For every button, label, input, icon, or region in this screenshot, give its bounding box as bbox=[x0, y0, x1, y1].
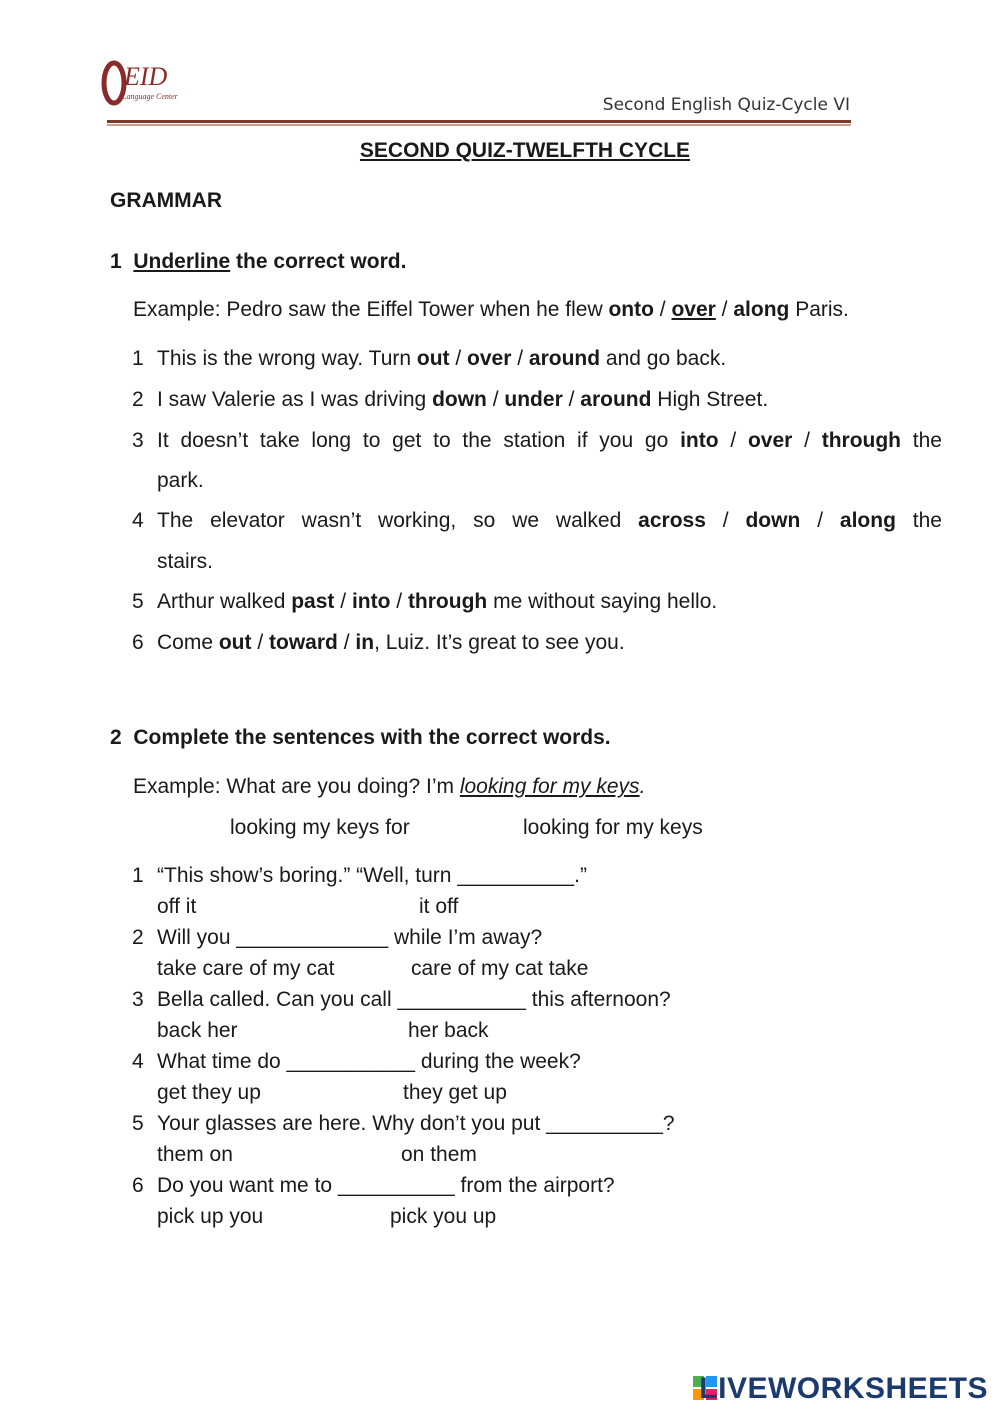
item-continuation: park. bbox=[157, 469, 204, 492]
option-word[interactable]: along bbox=[839, 509, 896, 532]
exercise-2-heading: 2 Complete the sentences with the correct words. bbox=[110, 726, 611, 749]
option-word[interactable]: out bbox=[416, 347, 450, 370]
option-word[interactable]: around bbox=[580, 388, 652, 411]
exercise-1-item: Come out / toward / in, Luiz. It’s great to see you. bbox=[157, 631, 625, 654]
option-word[interactable]: under bbox=[504, 388, 563, 411]
answer-option[interactable]: pick you up bbox=[390, 1205, 497, 1228]
answer-option[interactable]: they get up bbox=[403, 1081, 507, 1104]
item-number: 1 bbox=[132, 347, 144, 370]
exercise-2-example: Example: What are you doing? I’m looking for my keys. bbox=[133, 775, 646, 798]
option-word[interactable]: around bbox=[528, 347, 601, 370]
option-word[interactable]: over bbox=[467, 347, 512, 370]
exercise-1-item: This is the wrong way. Turn out / over / around and go back. bbox=[157, 347, 727, 370]
svg-text:EID: EID bbox=[124, 62, 168, 91]
option-word[interactable]: into bbox=[680, 429, 719, 452]
item-number: 5 bbox=[132, 590, 144, 613]
liveworksheets-logo[interactable]: LIVEWORKSHEETS bbox=[699, 1372, 988, 1405]
section-heading: GRAMMAR bbox=[110, 189, 222, 212]
exercise-1-item: Arthur walked past / into / through me without saying hello. bbox=[157, 590, 718, 613]
page-title: SECOND QUIZ-TWELFTH CYCLE bbox=[359, 139, 691, 162]
item-number: 1 bbox=[132, 864, 144, 887]
fill-in-sentence: “This show’s boring.” “Well, turn __________.” bbox=[157, 864, 587, 887]
item-number: 6 bbox=[132, 1174, 144, 1197]
ceid-logo bbox=[100, 55, 180, 111]
option-word[interactable]: into bbox=[351, 590, 391, 613]
answer-option[interactable]: them on bbox=[157, 1143, 233, 1166]
item-number: 3 bbox=[132, 429, 144, 452]
answer-option[interactable]: on them bbox=[401, 1143, 477, 1166]
answer-option[interactable]: pick up you bbox=[157, 1205, 264, 1228]
option-word[interactable]: toward bbox=[269, 631, 338, 654]
header-rule-light bbox=[107, 124, 851, 126]
item-number: 6 bbox=[132, 631, 144, 654]
option-word[interactable]: over bbox=[747, 429, 793, 452]
item-number: 4 bbox=[132, 1050, 144, 1073]
answer-option[interactable]: take care of my cat bbox=[157, 957, 335, 980]
item-number: 2 bbox=[132, 926, 144, 949]
exercise-1-example: Example: Pedro saw the Eiffel Tower when he flew onto / over / along Paris. bbox=[133, 298, 849, 321]
header-title: Second English Quiz-Cycle VI bbox=[602, 95, 850, 115]
fill-in-sentence: What time do ___________ during the week? bbox=[157, 1050, 581, 1073]
item-continuation: stairs. bbox=[157, 550, 214, 573]
answer-option[interactable]: get they up bbox=[157, 1081, 261, 1104]
fill-in-sentence: Bella called. Can you call ___________ this afternoon? bbox=[157, 988, 671, 1011]
example-option: looking for my keys bbox=[523, 816, 703, 839]
example-option: looking my keys for bbox=[230, 816, 410, 839]
fill-in-sentence: Your glasses are here. Why don’t you put __________? bbox=[157, 1112, 675, 1135]
exercise-1-item: I saw Valerie as I was driving down / under / around High Street. bbox=[157, 388, 769, 411]
answer-option[interactable]: it off bbox=[419, 895, 459, 918]
item-number: 4 bbox=[132, 509, 144, 532]
option-word[interactable]: through bbox=[407, 590, 488, 613]
item-number: 3 bbox=[132, 988, 144, 1011]
option-word[interactable]: across bbox=[638, 509, 706, 532]
answer-option[interactable]: her back bbox=[408, 1019, 489, 1042]
fill-in-sentence: Will you _____________ while I’m away? bbox=[157, 926, 543, 949]
exercise-1-item: The elevator wasn’t working, so we walked across / down / along the bbox=[157, 509, 942, 532]
exercise-1-heading: 1 Underline the correct word. bbox=[110, 250, 407, 273]
answer-option[interactable]: care of my cat take bbox=[411, 957, 589, 980]
answer-option[interactable]: off it bbox=[157, 895, 197, 918]
header-rule bbox=[107, 120, 851, 123]
item-number: 5 bbox=[132, 1112, 144, 1135]
answer-option[interactable]: back her bbox=[157, 1019, 238, 1042]
exercise-1-item: It doesn’t take long to get to the station if you go into / over / through the bbox=[157, 429, 942, 452]
option-word[interactable]: down bbox=[432, 388, 487, 411]
svg-text:Language Center: Language Center bbox=[122, 92, 178, 101]
option-word[interactable]: down bbox=[745, 509, 801, 532]
option-word[interactable]: out bbox=[218, 631, 252, 654]
item-number: 2 bbox=[132, 388, 144, 411]
option-word[interactable]: through bbox=[821, 429, 902, 452]
option-word[interactable]: past bbox=[291, 590, 335, 613]
fill-in-sentence: Do you want me to __________ from the airport? bbox=[157, 1174, 615, 1197]
option-word[interactable]: in bbox=[355, 631, 375, 654]
